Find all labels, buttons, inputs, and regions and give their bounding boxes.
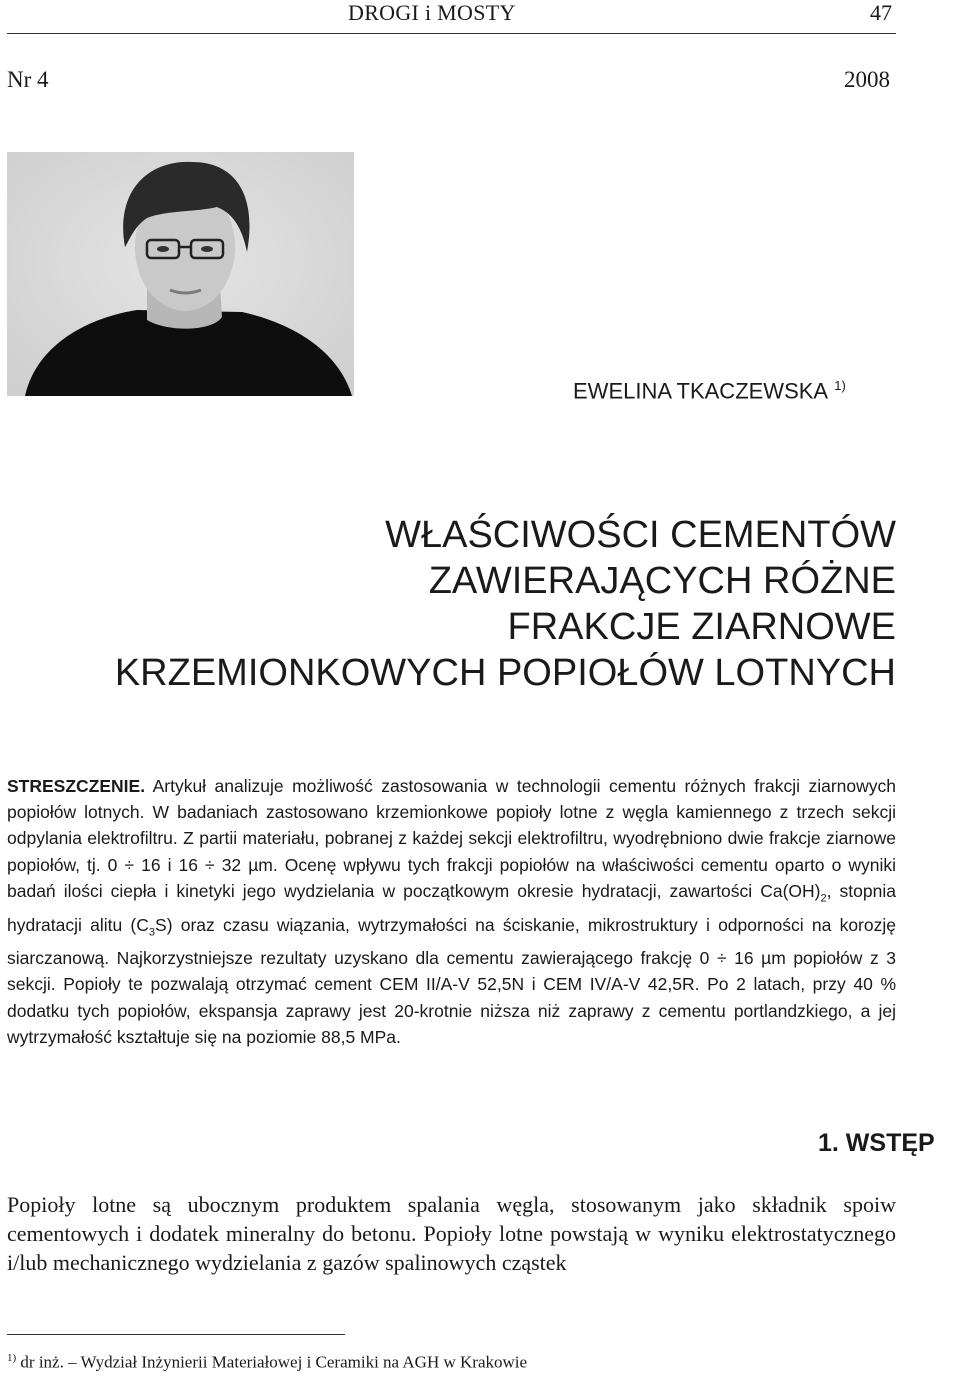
title-line: KRZEMIONKOWYCH POPIOŁÓW LOTNYCH (114, 652, 896, 694)
issue-number: Nr 4 (7, 67, 49, 92)
issue-year: 2008 (844, 67, 890, 92)
abstract-text: Artykuł analizuje możliwość zastosowania w technologii cementu różnych frakcji ziarnowych popiołów lotnych. W badaniach zastosowano krzemionkowe popioły lotne z węgla kamiennego z trzech sekcji odpylania elektrofiltru. Z partii materiału, pobranej z każdej sekcji elektrofiltru, wyodrębniono dwie frakcje ziarnowe popiołów, tj. 0 ÷ 16 i 16 ÷ 32 µm. Ocenę wpływu tych frakcji popiołów na właściwości cementu oparto o wyniki badań ilości ciepła i kinetyki jego wydzielania w początkowym okresie hydratacji, zawartości Ca(OH) (7, 776, 896, 901)
abstract-subscript: 2 (820, 892, 827, 905)
abstract (7, 773, 896, 1050)
running-head (0, 0, 960, 30)
author-name (573, 378, 846, 404)
footnote-mark: 1) (7, 1352, 17, 1364)
abstract-subscript: 3 (148, 926, 156, 939)
footnote-text: dr inż. – Wydział Inżynierii Materiałowej i Ceramiki na AGH w Krakowie (16, 1352, 528, 1372)
author-photo (7, 152, 354, 396)
title-line: WŁAŚCIWOŚCI CEMENTÓW (385, 514, 896, 556)
body-paragraph: Popioły lotne są ubocznym produktem spalania węgla, stosowanym jako składnik spoiw cementowych i dodatek mineralny do betonu. Popioły lotne powstają w wyniku elektrostatycznego i/lub mechanicznego wydzielania z gazów spalinowych cząstek (7, 1192, 896, 1275)
section-heading: 1. WSTĘP (818, 1129, 935, 1157)
abstract-text: S) oraz czasu wiązania, wytrzymałości na ściskanie, mikrostruktury i odporności na korozję siarczanową. Najkorzystniejsze rezultaty uzyskano dla cementu zawierającego frakcję 0 ÷ 16 µm popiołów z 3 sekcji. Popioły te pozwalają otrzymać cement CEM II/A-V 52,5N i CEM IV/A-V 42,5R. Po 2 latach, przy 40 % dodatku tych popiołów, ekspansja zaprawy jest 20-krotnie niższa niż zaprawy z cementu portlandzkiego, a jej wytrzymałość kształtuje się na poziomie 88,5 MPa. (7, 914, 896, 1047)
abstract-label: STRESZCZENIE. (7, 776, 146, 796)
footnote-rule (7, 1334, 345, 1335)
footnote (7, 1352, 527, 1373)
page-number: 47 (870, 0, 892, 25)
abstract-text: , stopnia hydratacji alitu (C (7, 880, 896, 935)
author-name-text: EWELINA TKACZEWSKA (573, 378, 829, 404)
journal-name: DROGI i MOSTY (348, 0, 516, 25)
author-footnote-mark: 1) (834, 378, 846, 393)
title-line: FRAKCJE ZIARNOWE (507, 606, 896, 648)
title-line: ZAWIERAJĄCYCH RÓŻNE (428, 560, 896, 602)
article-title (115, 512, 896, 696)
header-rule (7, 33, 896, 34)
